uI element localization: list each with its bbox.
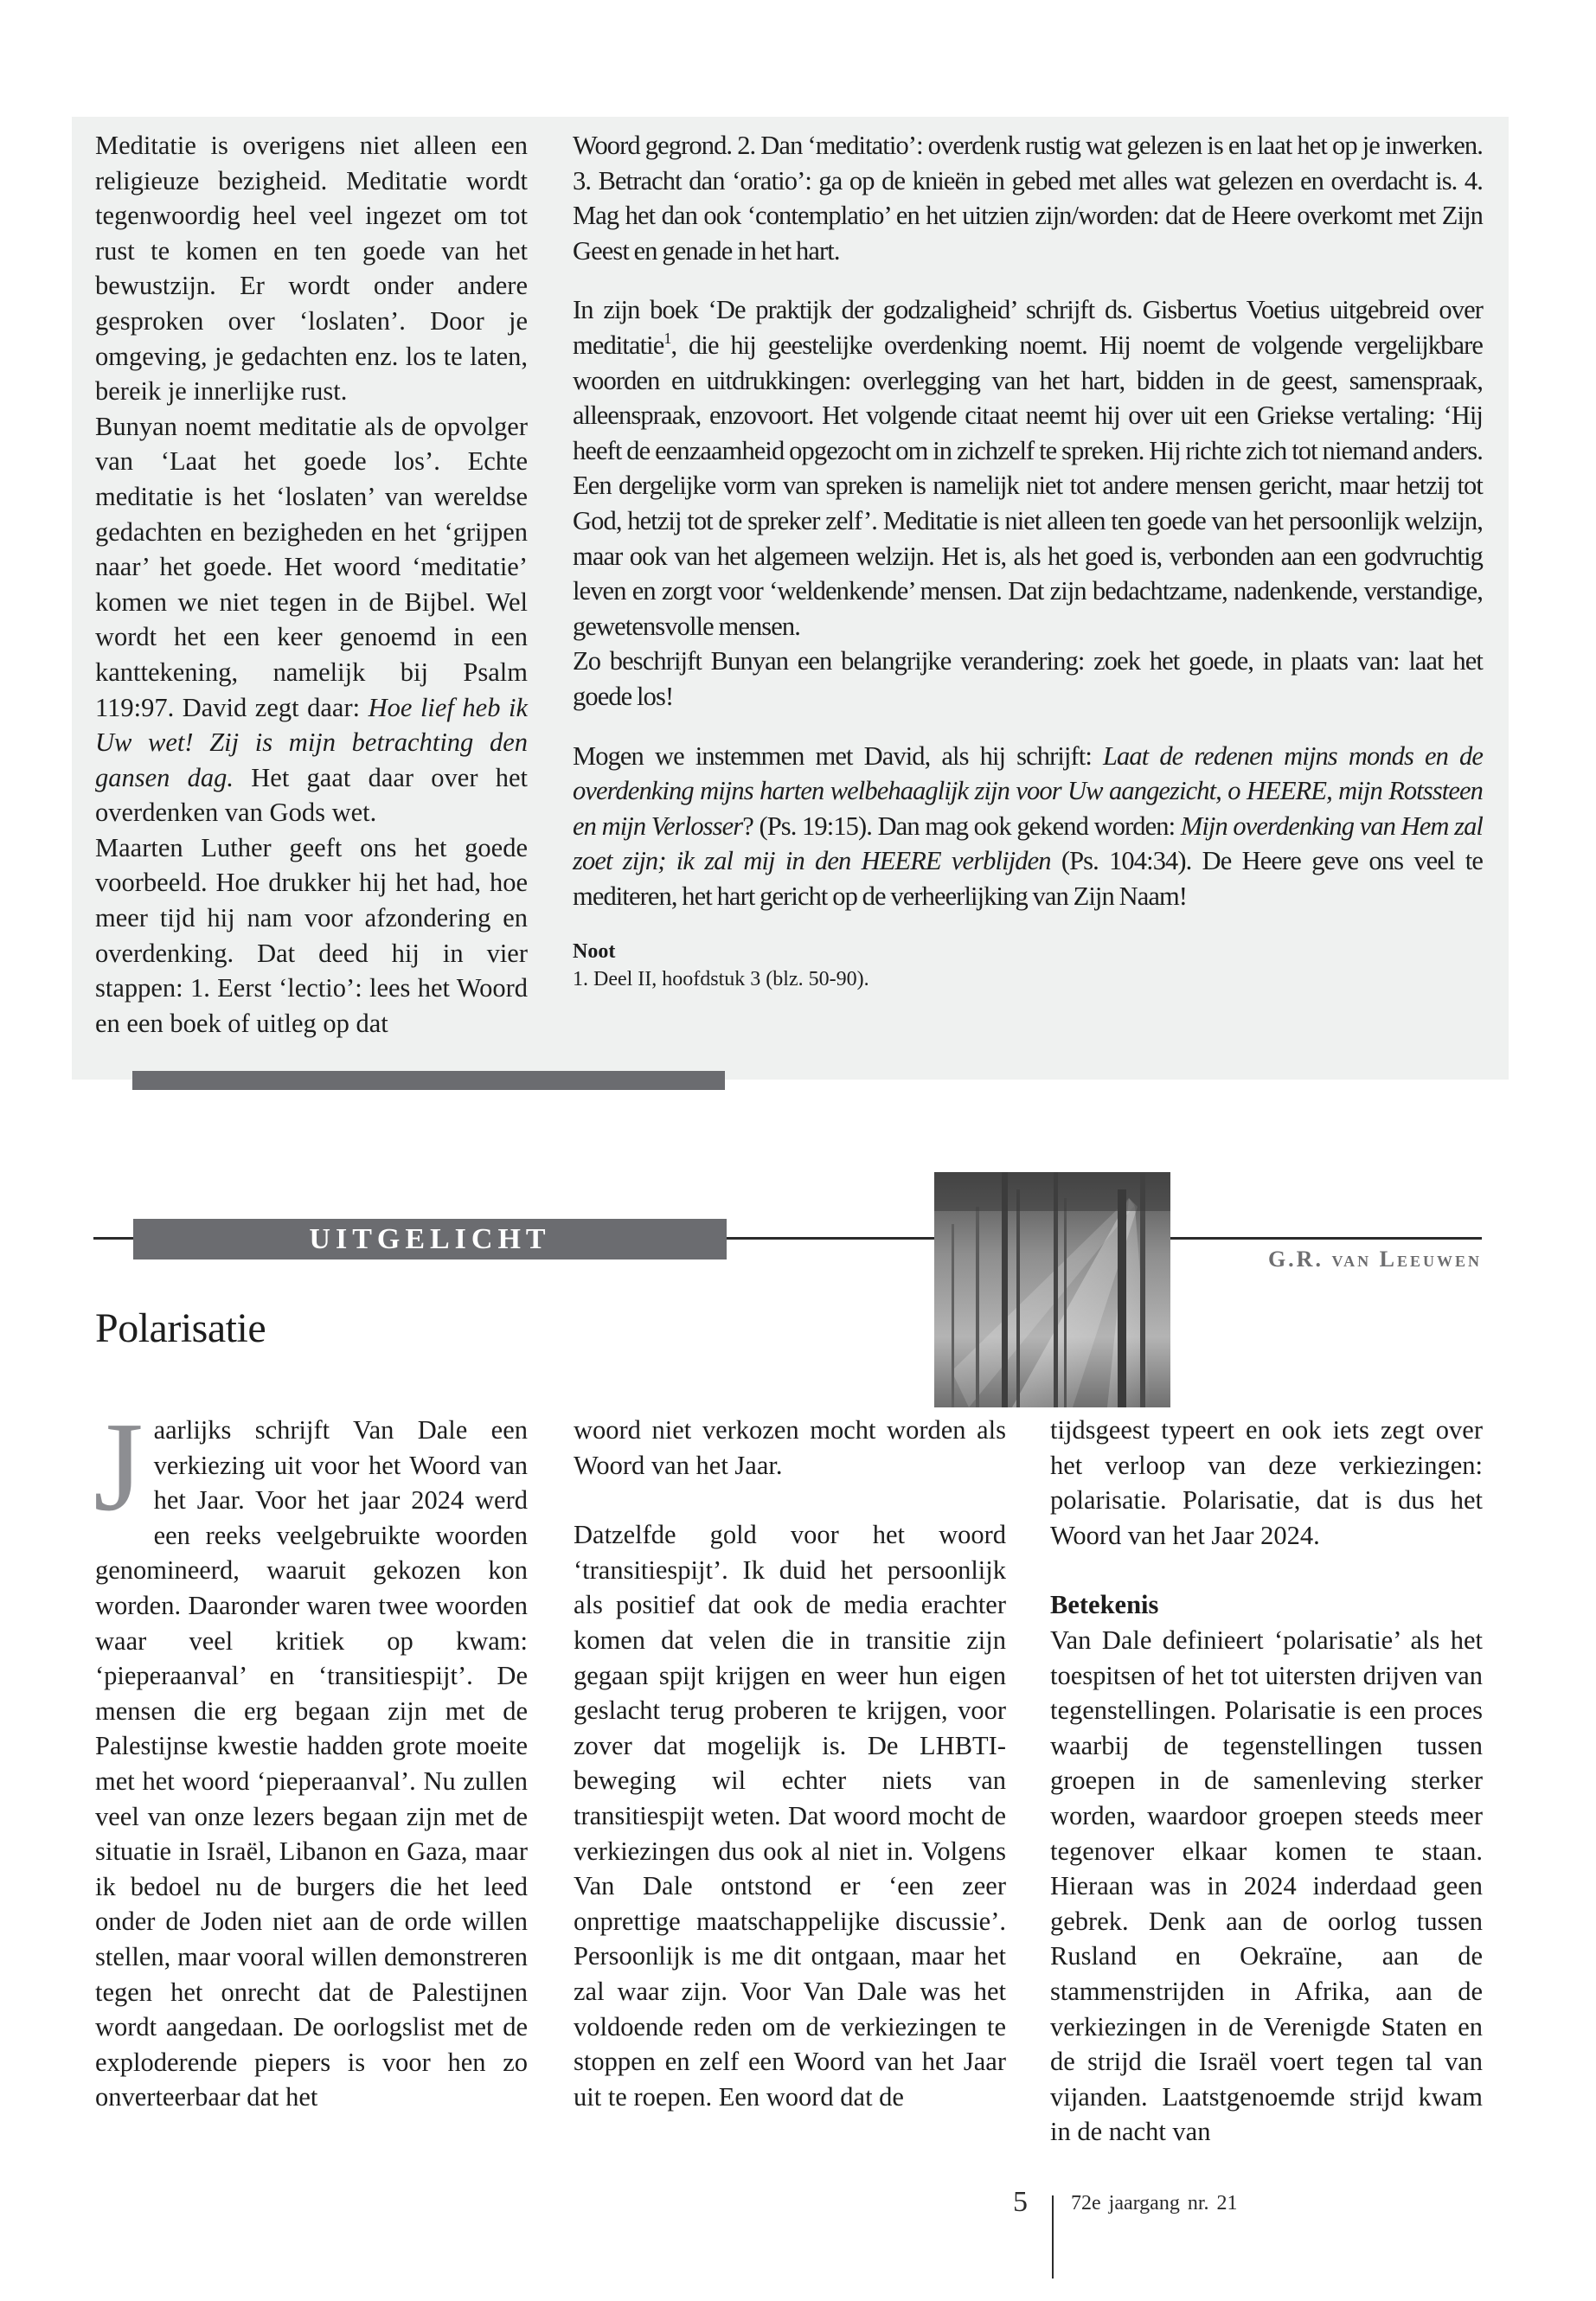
paragraph: Woord gegrond. 2. Dan ‘meditatio’: overdenk rustig wat gelezen is en laat het op je inwerken. 3. Betracht dan ‘oratio’: ga op de knieën in gebed met alles wat gelezen en overdacht is. 4. Mag het dan ook ‘contemplatio’ en het uitzien zijn/worden: dat de Heere overkomt met Zijn Geest en genade in het hart. (573, 131, 1483, 266)
article-title: Polarisatie (95, 1305, 266, 1351)
meditation-left-column (95, 128, 528, 1041)
paragraph: Datzelfde gold voor het woord ‘transitiespijt’. Ik duid het persoonlijk als positief dat ook de media erachter komen dat velen die in transitie zijn gegaan spijt krijgen en weer hun eigen geslacht terug proberen te krijgen, voor zover dat mogelijk is. De LHBTI-beweging wil echter niets van transitiespijt weten. Dat woord mocht de verkiezingen dus ook al niet in. Volgens Van Dale ontstond er ‘een zeer onprettige maatschappelijke discussie’. Persoonlijk is me dit ontgaan, maar het zal waar zijn. Voor Van Dale was het voldoende reden om de verkiezingen te stoppen en zelf een Woord van het Jaar uit te roepen. Een woord dat de (574, 1520, 1006, 2112)
paragraph: tijdsgeest typeert en ook iets zegt over het verloop van deze verkiezingen: polarisatie. Polarisatie, dat is dus het Woord van het Jaar 2024. (1050, 1415, 1483, 1550)
footnote-ref[interactable]: 1 (663, 329, 671, 347)
feature-column-1 (93, 1396, 528, 2115)
footnote-text: 1. Deel II, hoofdstuk 3 (blz. 50-90). (573, 968, 869, 991)
section-label (133, 1219, 727, 1259)
header-rule (727, 1237, 934, 1240)
page-number: 5 (1013, 2186, 1028, 2218)
paragraph: In zijn boek ‘De praktijk der godzaligheid’ schrijft ds. Gisbertus Voetius uitgebreid over meditatie$^1$, die hij geestelijke overdenking noemt. Hij noemt de volgende vergelijkbare woorden en uitdrukkingen: overlegging van het hart, bidden in de geest, samenspraak, alleenspraak, enzovoort. Het volgende citaat neemt hij over uit een Griekse vertaling: ‘Hij heeft de eenzaamheid opgezocht om in zichzelf te spreken. Hij richte zich tot niemand anders. Een dergelijke vorm van spreken is namelijk niet tot andere mensen gericht, maar hetzij tot God, hetzij tot de spreker zelf’. Meditatie is niet alleen ten goede van het persoonlijk welzijn, maar ook van het algemeen welzijn. Het is, als het goed is, verbonden aan een godvruchtig leven en zorgt voor ‘weldenkende’ mensen. Dat zijn bedachtzame, nadenkende, verstandige, gewetensvolle mensen. (573, 295, 1483, 641)
decorative-bar (132, 1071, 725, 1090)
meditation-right-column (573, 128, 1483, 993)
paragraph: Maarten Luther geeft ons het goede voorbeeld. Hoe drukker hij het had, hoe meer tijd hij nam voor afzondering en overdenking. Dat deed hij in vier stappen: 1. Eerst ‘lectio’: lees het Woord en een boek of uitleg op dat (95, 832, 528, 1038)
paragraph: Mogen we instemmen met David, als hij schrijft: Laat de redenen mijns monds en de overdenking mijns harten welbehaaglijk zijn voor Uw aangezicht, o HEERE, mijn Rotssteen en mijn Verlosser? (Ps. 19:15). Dan mag ook gekend worden: Mijn overdenking van Hem zal zoet zijn; ik zal mij in den HEERE verblijden (Ps. 104:34). De Heere geve ons veel te mediteren, het hart gericht op de verheerlijking van Zijn Naam! (573, 740, 1484, 911)
psalm-quote: Hoe lief heb ik Uw wet! Zij is mijn betrachting den gansen dag. (95, 692, 528, 792)
forest-photo (934, 1172, 1170, 1407)
drop-cap: J (93, 1396, 144, 1538)
paragraph: Bunyan noemt meditatie als de opvolger van ‘Laat het goede los’. Echte meditatie is het ‘loslaten’ van wereldse gedachten en bezigheden en het ‘grijpen naar’ het goede. Het woord ‘meditatie’ komen we niet tegen in de Bijbel. Wel wordt het een keer genoemd in een kanttekening, namelijk bij Psalm 119:97. David zegt daar: Hoe lief heb ik Uw wet! Zij is mijn betrachting den gansen dag. Het gaat daar over het overdenken van Gods wet. (95, 411, 528, 828)
header-rule (93, 1237, 133, 1240)
subheading: Betekenis (1050, 1590, 1159, 1620)
issue-info: 72e jaargang nr. 21 (1071, 2192, 1238, 2214)
footer-divider (1052, 2195, 1054, 2279)
paragraph: Jaarlijks schrijft Van Dale een verkiezing uit voor het Woord van het Jaar. Voor het jaar 2024 werd een reeks veelgebruikte woorden genomineerd, waaruit gekozen kon worden. Daaronder waren twee woorden waar veel kritiek op kwam: ‘pieperaanval’ en ‘transitiespijt’. De mensen die erg begaan zijn met de Palestijnse kwestie hadden grote moeite met het woord ‘pieperaanval’. Nu zullen veel van onze lezers begaan zijn met de situatie in Israël, Libanon en Gaza, maar ik bedoel nu de burgers die het leed onder de Joden niet aan de orde willen stellen, maar vooral willen demonstreren tegen het onrecht dat de Palestijnen wordt aangedaan. De oorlogslist met de exploderende piepers is voor hen zo onverteerbaar dat het (93, 1396, 528, 2112)
header-rule (1170, 1237, 1482, 1240)
paragraph: Zo beschrijft Bunyan een belangrijke verandering: zoek het goede, in plaats van: laat het goede los! (573, 646, 1483, 711)
feature-column-3 (1050, 1413, 1483, 2150)
forest-image-icon (934, 1172, 1170, 1407)
paragraph: Van Dale definieert ‘polarisatie’ als het toespitsen of het tot uitersten drijven van tegenstellingen. Polarisatie is een proces waarbij de tegenstellingen tussen groepen in de samenleving sterker worden, waardoor groepen steeds meer tegenover elkaar komen te staan. Hieraan was in 2024 inderdaad geen gebrek. Denk aan de oorlog tussen Rusland en Oekraïne, aan de stammenstrijden in Afrika, aan de verkiezingen in de Verenigde Staten en de strijd die Israël voert tegen tal van vijanden. Laatstgenoemde strijd kwam in de nacht van (1050, 1625, 1483, 2147)
section-label-text: UITGELICHT (309, 1222, 551, 1255)
feature-column-2 (574, 1413, 1006, 2114)
paragraph: woord niet verkozen mocht worden als Woord van het Jaar. (574, 1415, 1006, 1480)
paragraph: Meditatie is overigens niet alleen een religieuze bezigheid. Meditatie wordt tegenwoordig heel veel ingezet om tot rust te komen en ten goede van het bewustzijn. Er wordt onder andere gesproken over ‘loslaten’. Door je omgeving, je gedachten enz. los te laten, bereik je innerlijke rust. (95, 131, 528, 407)
author-byline: G.R. van Leeuwen (1267, 1247, 1482, 1272)
note-heading: Noot (573, 940, 616, 964)
